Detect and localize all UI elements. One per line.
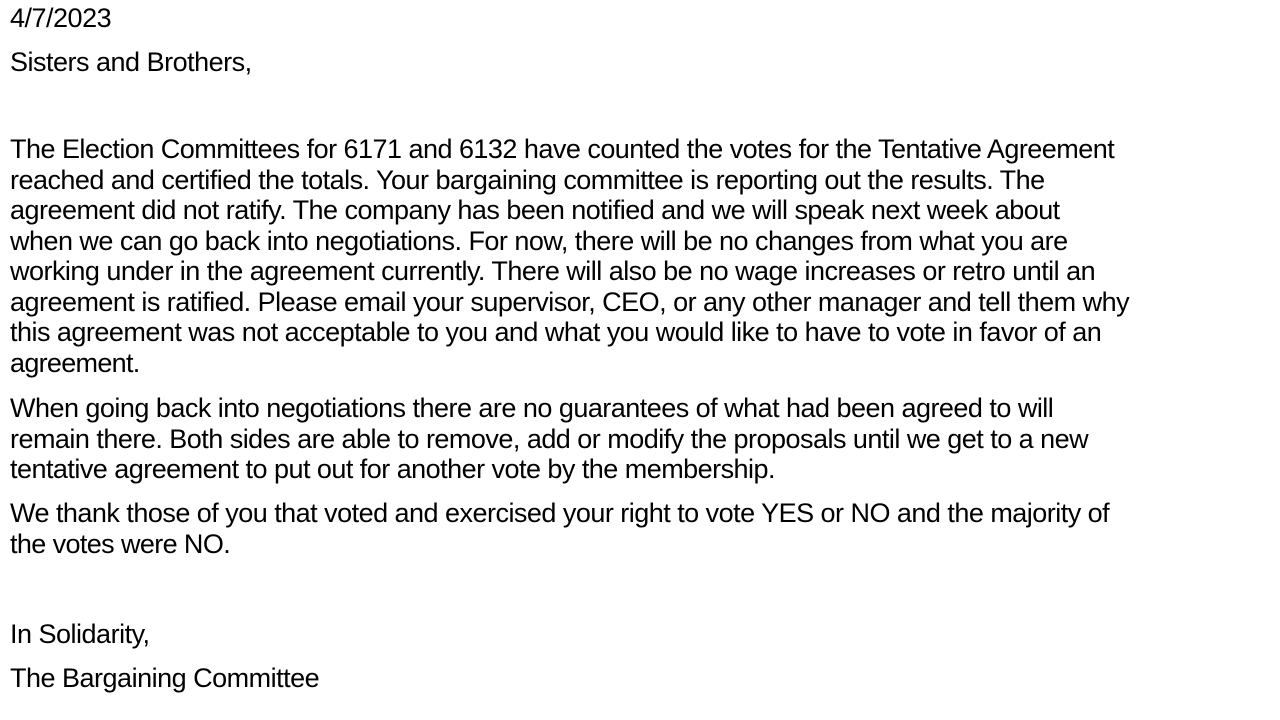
letter-greeting: Sisters and Brothers,	[10, 47, 252, 77]
paragraph-line: when we can go back into negotiations. For now, there will be no changes from what you are	[10, 225, 1068, 256]
paragraph-line: We thank those of you that voted and exercised your right to vote YES or NO and the majority of	[10, 498, 1110, 528]
letter-signature: The Bargaining Committee	[10, 663, 320, 693]
paragraph-line: The Election Committees for 6171 and 6132 have counted the votes for the Tentative Agreement	[10, 134, 1115, 164]
paragraph-line: tentative agreement to put out for another vote by the membership.	[10, 454, 775, 484]
paragraph-line: this agreement was not acceptable to you and what you would like to have to vote in favor of an	[10, 317, 1102, 347]
letter-date: 4/7/2023	[10, 3, 112, 33]
paragraph-line: the votes were NO.	[10, 528, 231, 559]
paragraph-line: agreement.	[10, 347, 140, 378]
paragraph-thanks	[10, 498, 1278, 559]
paragraph-negotiations	[10, 393, 1278, 485]
paragraph-line: agreement is ratified. Please email your supervisor, CEO, or any other manager and tell them why	[10, 286, 1130, 317]
paragraph-line: When going back into negotiations there are no guarantees of what had been agreed to will	[10, 393, 1054, 423]
paragraph-line: reached and certified the totals. Your bargaining committee is reporting out the results. The	[10, 164, 1045, 195]
letter-closing: In Solidarity,	[10, 619, 150, 649]
paragraph-line: remain there. Both sides are able to remove, add or modify the proposals until we get to a new	[10, 423, 1089, 454]
paragraph-results	[10, 134, 1278, 378]
paragraph-line: agreement did not ratify. The company has been notified and we will speak next week about	[10, 195, 1060, 225]
paragraph-line: working under in the agreement currently. There will also be no wage increases or retro until an	[10, 256, 1096, 286]
